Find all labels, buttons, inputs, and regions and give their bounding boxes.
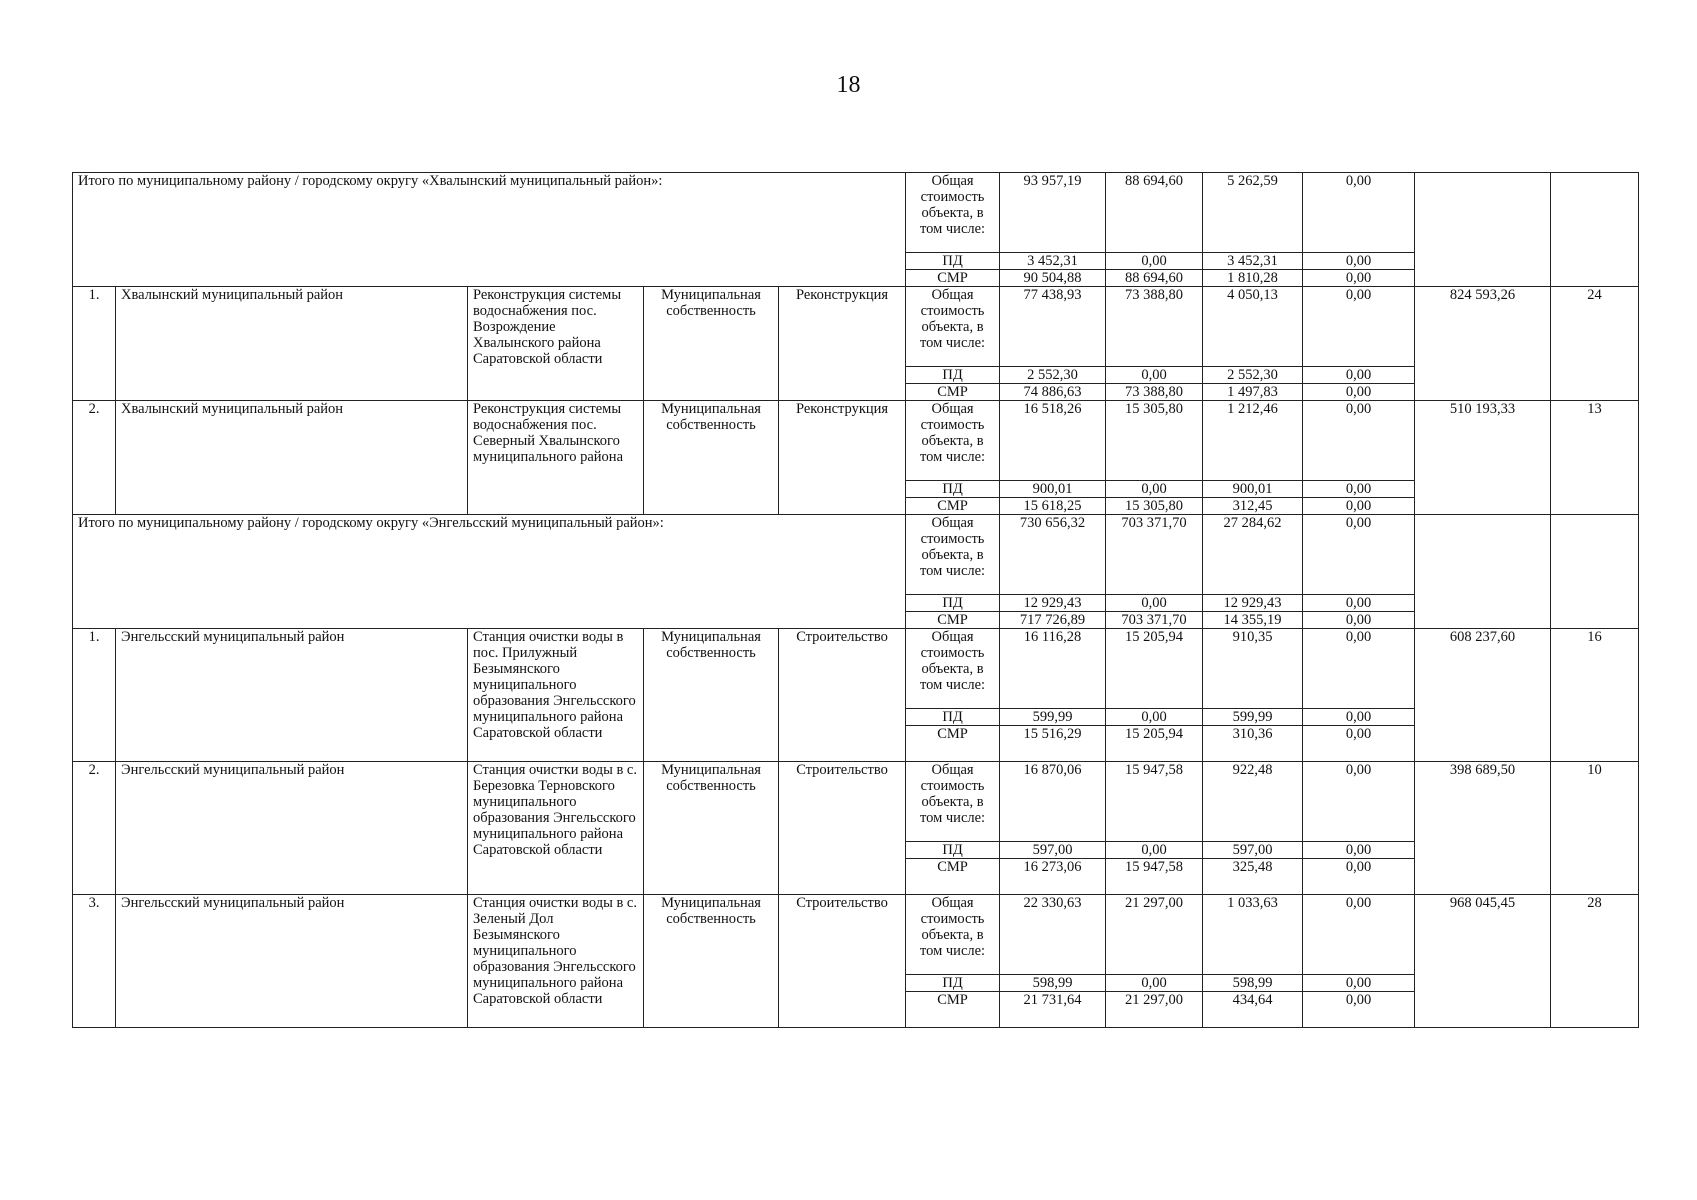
value-total-cost: 22 330,63 — [1000, 895, 1106, 975]
cost-label-total: Общая стоимость объекта, в том числе: — [906, 287, 1000, 367]
value-regional: 12 929,43 — [1203, 595, 1303, 612]
section-total-label: Итого по муниципальному району / городскому округу «Хвалынский муниципальный район»: — [73, 173, 906, 287]
value-other: 0,00 — [1303, 173, 1415, 253]
row-work-type: Строительство — [779, 762, 906, 895]
value-regional: 2 552,30 — [1203, 367, 1303, 384]
cost-label-smr: СМР — [906, 859, 1000, 895]
value-federal: 703 371,70 — [1106, 515, 1203, 595]
cost-label-pd: ПД — [906, 367, 1000, 384]
row-work-type: Строительство — [779, 629, 906, 762]
value-other: 0,00 — [1303, 709, 1415, 726]
value-total-cost: 599,99 — [1000, 709, 1106, 726]
object-row — [73, 287, 1639, 367]
value-federal: 21 297,00 — [1106, 992, 1203, 1028]
value-other: 0,00 — [1303, 895, 1415, 975]
value-regional: 14 355,19 — [1203, 612, 1303, 629]
value-total-cost: 16 273,06 — [1000, 859, 1106, 895]
row-object-name: Станция очистки воды в пос. Прилужный Безымянского муниципального образования Энгельсского муниципального района Саратовской области — [468, 629, 644, 762]
value-other: 0,00 — [1303, 629, 1415, 709]
value-other: 0,00 — [1303, 515, 1415, 595]
cost-label-total: Общая стоимость объекта, в том числе: — [906, 173, 1000, 253]
row-object-name: Станция очистки воды в с. Зеленый Дол Безымянского муниципального образования Энгельсского муниципального района Саратовской области — [468, 895, 644, 1028]
row-object-name: Станция очистки воды в с. Березовка Терновского муниципального образования Энгельсского муниципального района Саратовской области — [468, 762, 644, 895]
value-federal: 88 694,60 — [1106, 270, 1203, 287]
value-regional: 1 033,63 — [1203, 895, 1303, 975]
cost-label-pd: ПД — [906, 595, 1000, 612]
cost-label-smr: СМР — [906, 992, 1000, 1028]
row-work-type: Реконструкция — [779, 287, 906, 401]
page-number: 18 — [836, 72, 861, 98]
cost-label-total: Общая стоимость объекта, в том числе: — [906, 629, 1000, 709]
value-total-cost: 16 518,26 — [1000, 401, 1106, 481]
blank-cell — [1415, 173, 1551, 287]
value-other: 0,00 — [1303, 992, 1415, 1028]
table-body — [73, 173, 1639, 1028]
value-regional: 434,64 — [1203, 992, 1303, 1028]
value-federal: 73 388,80 — [1106, 384, 1203, 401]
cost-label-total: Общая стоимость объекта, в том числе: — [906, 895, 1000, 975]
value-total-cost: 900,01 — [1000, 481, 1106, 498]
row-extra-value: 968 045,45 — [1415, 895, 1551, 1028]
value-other: 0,00 — [1303, 762, 1415, 842]
value-other: 0,00 — [1303, 975, 1415, 992]
value-other: 0,00 — [1303, 253, 1415, 270]
row-object-name: Реконструкция системы водоснабжения пос. Северный Хвалынского муниципального района — [468, 401, 644, 515]
value-regional: 598,99 — [1203, 975, 1303, 992]
value-federal: 15 947,58 — [1106, 859, 1203, 895]
cost-label-pd: ПД — [906, 709, 1000, 726]
value-other: 0,00 — [1303, 401, 1415, 481]
row-number: 1. — [73, 629, 116, 762]
value-total-cost: 597,00 — [1000, 842, 1106, 859]
blank-cell — [1415, 515, 1551, 629]
value-regional: 597,00 — [1203, 842, 1303, 859]
cost-label-total: Общая стоимость объекта, в том числе: — [906, 401, 1000, 481]
investment-table — [72, 172, 1639, 1028]
row-object-name: Реконструкция системы водоснабжения пос. Возрождение Хвалынского района Саратовской области — [468, 287, 644, 401]
value-federal: 0,00 — [1106, 595, 1203, 612]
value-federal: 21 297,00 — [1106, 895, 1203, 975]
cost-label-pd: ПД — [906, 481, 1000, 498]
value-regional: 1 497,83 — [1203, 384, 1303, 401]
value-total-cost: 15 516,29 — [1000, 726, 1106, 762]
value-federal: 15 205,94 — [1106, 726, 1203, 762]
row-district: Энгельсский муниципальный район — [116, 895, 468, 1028]
value-federal: 0,00 — [1106, 481, 1203, 498]
cost-label-smr: СМР — [906, 612, 1000, 629]
value-regional: 599,99 — [1203, 709, 1303, 726]
object-row — [73, 401, 1639, 481]
blank-cell — [1551, 515, 1639, 629]
value-federal: 15 205,94 — [1106, 629, 1203, 709]
cost-label-total: Общая стоимость объекта, в том числе: — [906, 762, 1000, 842]
value-federal: 15 305,80 — [1106, 401, 1203, 481]
row-extra-value: 510 193,33 — [1415, 401, 1551, 515]
value-regional: 900,01 — [1203, 481, 1303, 498]
row-last-value: 24 — [1551, 287, 1639, 401]
row-ownership: Муниципальная собственность — [644, 629, 779, 762]
cost-label-smr: СМР — [906, 384, 1000, 401]
row-work-type: Строительство — [779, 895, 906, 1028]
value-federal: 73 388,80 — [1106, 287, 1203, 367]
value-other: 0,00 — [1303, 859, 1415, 895]
object-row — [73, 895, 1639, 975]
row-last-value: 28 — [1551, 895, 1639, 1028]
value-total-cost: 730 656,32 — [1000, 515, 1106, 595]
cost-label-smr: СМР — [906, 726, 1000, 762]
value-total-cost: 717 726,89 — [1000, 612, 1106, 629]
row-number: 2. — [73, 401, 116, 515]
row-district: Энгельсский муниципальный район — [116, 762, 468, 895]
value-federal: 0,00 — [1106, 253, 1203, 270]
value-other: 0,00 — [1303, 726, 1415, 762]
row-ownership: Муниципальная собственность — [644, 401, 779, 515]
value-total-cost: 15 618,25 — [1000, 498, 1106, 515]
row-extra-value: 398 689,50 — [1415, 762, 1551, 895]
value-regional: 27 284,62 — [1203, 515, 1303, 595]
row-ownership: Муниципальная собственность — [644, 762, 779, 895]
value-federal: 0,00 — [1106, 975, 1203, 992]
row-ownership: Муниципальная собственность — [644, 895, 779, 1028]
row-extra-value: 608 237,60 — [1415, 629, 1551, 762]
section-total-row — [73, 173, 1639, 253]
value-total-cost: 3 452,31 — [1000, 253, 1106, 270]
object-row — [73, 629, 1639, 709]
section-total-label: Итого по муниципальному району / городскому округу «Энгельсский муниципальный район»: — [73, 515, 906, 629]
value-regional: 5 262,59 — [1203, 173, 1303, 253]
value-regional: 310,36 — [1203, 726, 1303, 762]
row-last-value: 10 — [1551, 762, 1639, 895]
value-other: 0,00 — [1303, 842, 1415, 859]
cost-label-total: Общая стоимость объекта, в том числе: — [906, 515, 1000, 595]
row-last-value: 13 — [1551, 401, 1639, 515]
value-regional: 4 050,13 — [1203, 287, 1303, 367]
cost-label-smr: СМР — [906, 498, 1000, 515]
value-total-cost: 16 116,28 — [1000, 629, 1106, 709]
cost-label-pd: ПД — [906, 253, 1000, 270]
value-federal: 15 305,80 — [1106, 498, 1203, 515]
value-other: 0,00 — [1303, 595, 1415, 612]
row-district: Хвалынский муниципальный район — [116, 287, 468, 401]
value-regional: 922,48 — [1203, 762, 1303, 842]
value-total-cost: 93 957,19 — [1000, 173, 1106, 253]
value-regional: 325,48 — [1203, 859, 1303, 895]
row-district: Хвалынский муниципальный район — [116, 401, 468, 515]
row-number: 3. — [73, 895, 116, 1028]
value-total-cost: 2 552,30 — [1000, 367, 1106, 384]
value-regional: 910,35 — [1203, 629, 1303, 709]
value-other: 0,00 — [1303, 367, 1415, 384]
value-other: 0,00 — [1303, 270, 1415, 287]
row-district: Энгельсский муниципальный район — [116, 629, 468, 762]
value-federal: 15 947,58 — [1106, 762, 1203, 842]
value-regional: 1 212,46 — [1203, 401, 1303, 481]
value-other: 0,00 — [1303, 498, 1415, 515]
cost-label-pd: ПД — [906, 842, 1000, 859]
value-total-cost: 598,99 — [1000, 975, 1106, 992]
value-other: 0,00 — [1303, 481, 1415, 498]
row-number: 2. — [73, 762, 116, 895]
value-federal: 0,00 — [1106, 709, 1203, 726]
value-federal: 703 371,70 — [1106, 612, 1203, 629]
row-extra-value: 824 593,26 — [1415, 287, 1551, 401]
cost-label-smr: СМР — [906, 270, 1000, 287]
value-total-cost: 12 929,43 — [1000, 595, 1106, 612]
cost-label-pd: ПД — [906, 975, 1000, 992]
row-number: 1. — [73, 287, 116, 401]
value-regional: 1 810,28 — [1203, 270, 1303, 287]
value-total-cost: 90 504,88 — [1000, 270, 1106, 287]
row-ownership: Муниципальная собственность — [644, 287, 779, 401]
row-work-type: Реконструкция — [779, 401, 906, 515]
value-total-cost: 77 438,93 — [1000, 287, 1106, 367]
section-total-row — [73, 515, 1639, 595]
value-total-cost: 16 870,06 — [1000, 762, 1106, 842]
value-federal: 0,00 — [1106, 367, 1203, 384]
row-last-value: 16 — [1551, 629, 1639, 762]
value-other: 0,00 — [1303, 384, 1415, 401]
blank-cell — [1551, 173, 1639, 287]
value-regional: 312,45 — [1203, 498, 1303, 515]
value-other: 0,00 — [1303, 612, 1415, 629]
value-federal: 88 694,60 — [1106, 173, 1203, 253]
value-regional: 3 452,31 — [1203, 253, 1303, 270]
object-row — [73, 762, 1639, 842]
value-other: 0,00 — [1303, 287, 1415, 367]
value-total-cost: 74 886,63 — [1000, 384, 1106, 401]
value-total-cost: 21 731,64 — [1000, 992, 1106, 1028]
value-federal: 0,00 — [1106, 842, 1203, 859]
